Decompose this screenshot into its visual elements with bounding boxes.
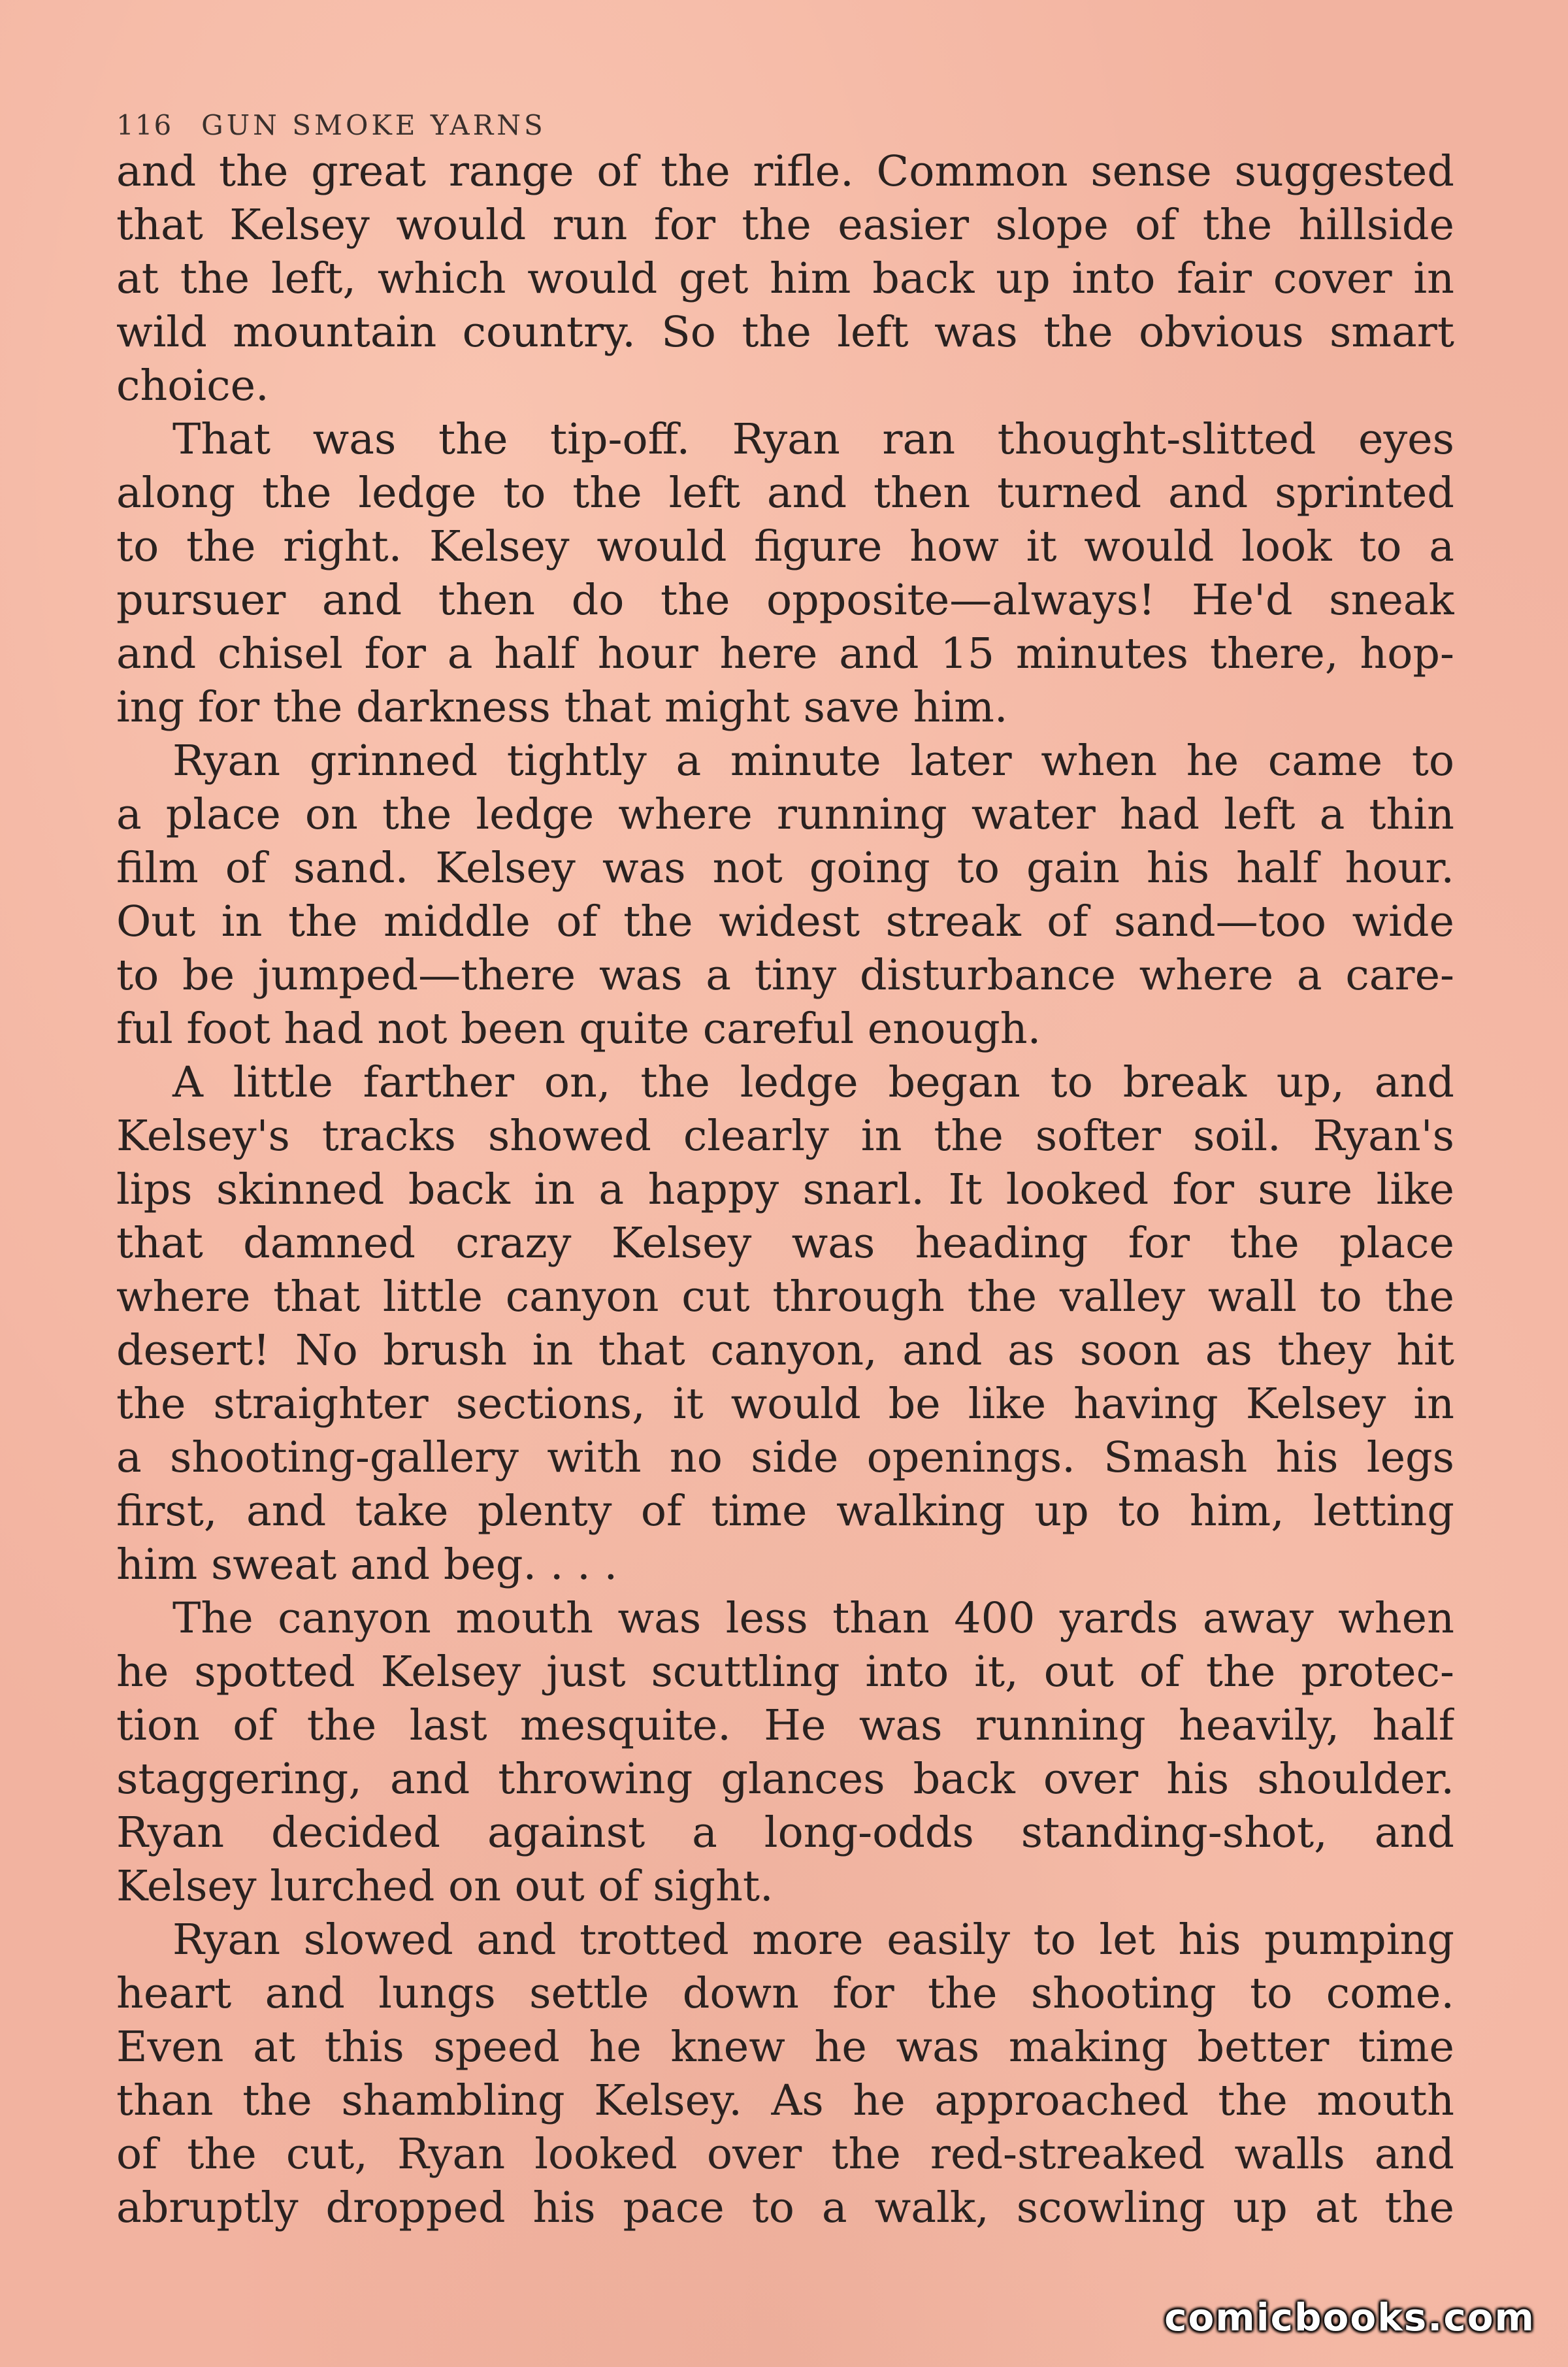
text-line: Ryan slowed and trotted more easily to let his pumping xyxy=(172,1915,1454,1964)
text-line: the straighter sections, it would be like having Kelsey in xyxy=(116,1380,1454,1429)
text-line: a place on the ledge where running water had left a thin xyxy=(116,790,1454,839)
book-page xyxy=(116,98,1454,2255)
text-line: him sweat and beg. . . . xyxy=(116,1540,618,1589)
text-line: Kelsey lurched on out of sight. xyxy=(116,1862,774,1911)
text-line: film of sand. Kelsey was not going to gain his half hour. xyxy=(116,844,1454,893)
text-line: choice. xyxy=(116,361,269,410)
text-line: heart and lungs settle down for the shooting to come. xyxy=(116,1969,1454,2018)
text-line: staggering, and throwing glances back over his shoulder. xyxy=(116,1755,1454,1804)
text-line: first, and take plenty of time walking up to him, letting xyxy=(116,1487,1454,1536)
text-line: Even at this speed he knew he was making better time xyxy=(116,2023,1454,2072)
text-line: lips skinned back in a happy snarl. It looked for sure like xyxy=(116,1165,1454,1214)
text-line: The canyon mouth was less than 400 yards away when xyxy=(172,1594,1454,1643)
text-line: a shooting-gallery with no side openings. Smash his legs xyxy=(116,1433,1454,1482)
text-line: wild mountain country. So the left was the obvious smart xyxy=(116,308,1454,357)
text-line: to be jumped—there was a tiny disturbance where a care- xyxy=(116,951,1454,1000)
text-line: ful foot had not been quite careful enough. xyxy=(116,1004,1041,1053)
text-line: Ryan grinned tightly a minute later when he came to xyxy=(172,737,1454,786)
text-line: A little farther on, the ledge began to break up, and xyxy=(172,1058,1454,1107)
text-line: than the shambling Kelsey. As he approached the mouth xyxy=(116,2076,1454,2125)
text-line: Out in the middle of the widest streak of sand—too wide xyxy=(116,897,1454,946)
text-line: tion of the last mesquite. He was running heavily, half xyxy=(116,1701,1454,1750)
running-head xyxy=(116,110,546,141)
text-line: That was the tip-off. Ryan ran thought-slitted eyes xyxy=(172,415,1454,464)
watermark-logo: comicbooks.com xyxy=(1164,2295,1535,2340)
text-line: pursuer and then do the opposite—always! He'd sneak xyxy=(116,576,1454,625)
text-line: along the ledge to the left and then turned and sprinted xyxy=(116,469,1454,518)
text-line: where that little canyon cut through the valley wall to the xyxy=(116,1272,1454,1321)
body-text xyxy=(116,145,1454,2235)
text-line: Ryan decided against a long-odds standing-shot, and xyxy=(116,1808,1454,1857)
text-line: that Kelsey would run for the easier slope of the hillside xyxy=(116,201,1454,250)
text-line: at the left, which would get him back up into fair cover in xyxy=(116,254,1454,303)
text-line: desert! No brush in that canyon, and as soon as they hit xyxy=(116,1326,1454,1375)
text-line: to the right. Kelsey would figure how it would look to a xyxy=(116,522,1454,571)
text-line: ing for the darkness that might save him. xyxy=(116,683,1008,732)
text-line: abruptly dropped his pace to a walk, scowling up at the xyxy=(116,2183,1454,2232)
text-line: he spotted Kelsey just scuttling into it, out of the protec- xyxy=(116,1647,1454,1697)
page-number: 116 xyxy=(116,109,173,141)
book-title: GUN SMOKE YARNS xyxy=(201,109,546,141)
text-line: that damned crazy Kelsey was heading for the place xyxy=(116,1219,1454,1268)
text-line: and the great range of the rifle. Common sense suggested xyxy=(116,147,1454,196)
text-line: and chisel for a half hour here and 15 minutes there, hop- xyxy=(116,629,1454,678)
text-line: Kelsey's tracks showed clearly in the softer soil. Ryan's xyxy=(116,1112,1454,1161)
text-line: of the cut, Ryan looked over the red-streaked walls and xyxy=(116,2130,1454,2179)
